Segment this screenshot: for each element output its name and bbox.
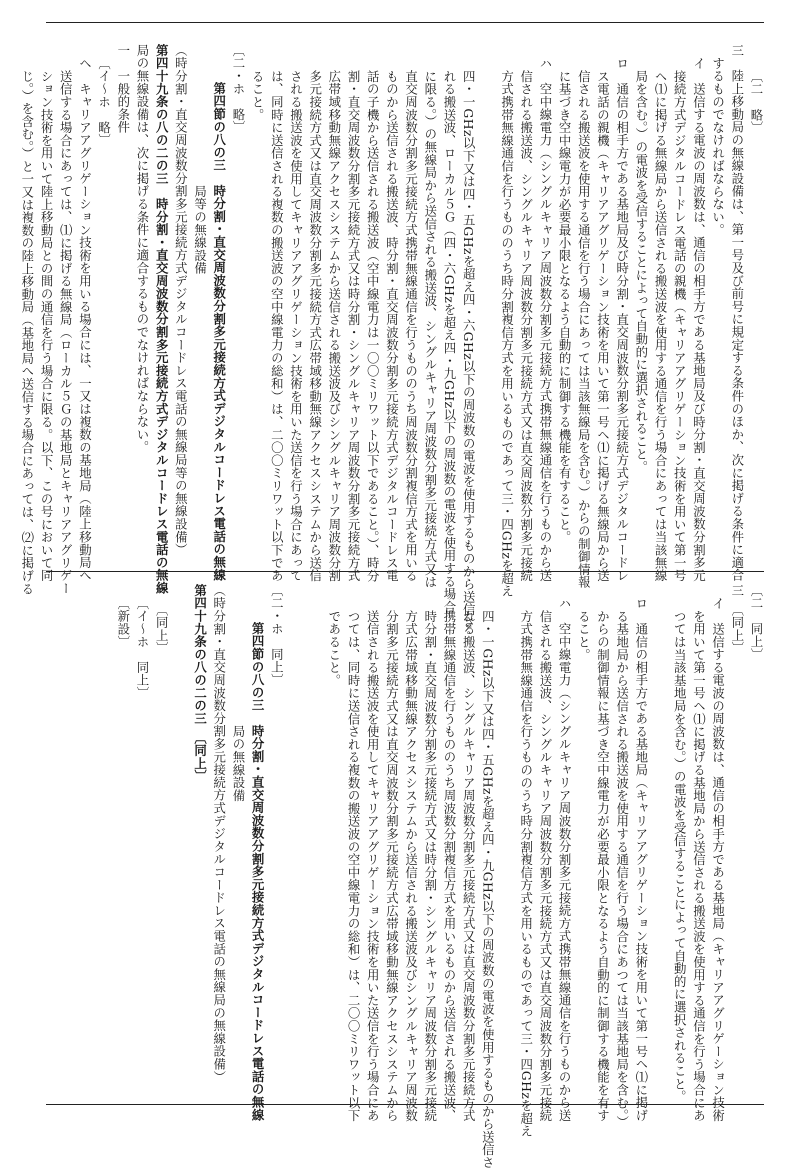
top-text-column: 第四十九条の八の二の三 時分割・直交周波数分割多元接続方式デジタルコードレス電話の無線 xyxy=(154,44,170,595)
top-text-column: するものでなければならない。 xyxy=(710,56,726,236)
middle-rule xyxy=(46,571,764,572)
top-text-column: 広帯域移動無線アクセスシステムから送信される搬送波及びシングルキャリア周波数分割 xyxy=(326,69,342,582)
bottom-text-column: 方式携帯無線通信を行うもののうち時分割複信方式を用いるものであって三・四GHzを超え xyxy=(518,609,534,1138)
top-text-column: 四・一GHz以下又は四・五GHzを超え四・六GHz以下の周波数の電波を使用するものから送信さ xyxy=(461,69,477,629)
top-text-column xyxy=(478,44,497,558)
top-rule xyxy=(46,22,764,23)
top-text-column: 直交周波数分割多元接続方式携帯無線通信を行うもののうち周波数分割複信方式を用いる xyxy=(403,69,419,582)
top-text-column: 話の子機から送信される搬送波（空中線電力は一〇〇ミリワット以下であること。）、時分 xyxy=(365,69,381,582)
top-text-column: 〔二・ホ 略〕 xyxy=(230,44,246,134)
top-text-column: 〔イ～ホ 略〕 xyxy=(96,56,112,147)
top-text-column: ロ 通信の相手方である基地局及び時分割・直交周波数分割多元接続方式デジタルコードレ xyxy=(614,56,630,582)
top-text-column: ること。 xyxy=(250,69,266,121)
bottom-text-column: 四・一GHz以下又は四・五GHzを超え四・九GHz以下の周波数の電波を使用するものから送信さ xyxy=(480,609,496,1169)
bottom-text-column: る基地局から送信される搬送波を使用する通信を行う場合にあつては当該基地局を含む。） xyxy=(614,609,630,1129)
bottom-text-column: 〔新設〕 xyxy=(115,596,131,648)
top-text-column: ション技術を用いて陸上移動局との間の通信を行う場合に限る。以下、この号において同 xyxy=(39,69,55,582)
bottom-text-column: 局の無線設備 xyxy=(230,724,246,802)
top-text-column: ス電話の親機（キャリアアグリゲーション技術を用いて第一号ヘ⑴に掲げる無線局から送 xyxy=(595,69,611,582)
bottom-text-column: であること。 xyxy=(326,609,342,687)
bottom-text-column: 携帯無線通信を行うもののうち周波数分割複信方式を用いるものから送信される搬送波、 xyxy=(442,609,457,1122)
bottom-text-column: 方式広帯域移動無線アクセスシステムから送信される搬送波及びシングルキャリア周波数 xyxy=(403,609,419,1122)
bottom-text-column: 信される搬送波、シングルキャリア周波数分割多元接続方式又は直交周波数分割多元接続 xyxy=(537,609,553,1122)
top-text-column: に基づき空中線電力が必要最小限となるよう自動的に制御する機能を有すること。 xyxy=(557,69,573,544)
bottom-text-column xyxy=(306,584,325,1089)
top-text-column: 一 一般的条件 xyxy=(115,44,131,134)
bottom-text-column: （時分割・直交周波数分割多元接続方式デジタルコードレス電話の無線局の無線設備） xyxy=(211,584,227,1084)
bottom-text-column xyxy=(286,584,305,1089)
top-text-column: （時分割・直交周波数分割多元接続方式デジタルコードレス電話の無線局等の無線設備） xyxy=(173,44,189,556)
bottom-text-column: 分割多元接続方式又は直交周波数分割多元接続方式広帯域移動無線アクセスシステムから xyxy=(384,609,400,1122)
top-text-column: 接続方式デジタルコードレス電話の親機（キャリアアグリゲーション技術を用いて第一号 xyxy=(672,69,688,582)
top-text-column: 方式携帯無線通信を行うもののうち時分割複信方式を用いるものであって三・四GHzを超え xyxy=(499,69,515,598)
bottom-text-column: 〔イ～ホ 同上〕 xyxy=(135,596,150,700)
bottom-text-column xyxy=(651,584,670,1089)
top-text-column: 局を含む。）の電波を受信することによって自動的に選択されること。 xyxy=(633,69,649,473)
bottom-text-column: れる搬送波、シングルキャリア周波数分割多元接続方式又は直交周波数分割多元接続方式 xyxy=(461,609,477,1122)
bottom-text-column xyxy=(497,584,516,1089)
bottom-text-column: を用いて第一号ヘ⑴に掲げる基地局から送信される搬送波を使用する通信を行う場合にあ xyxy=(691,609,707,1122)
top-text-column: に限る。）の無線局から送信される搬送波、シングルキャリア周波数分割多元接続方式又は xyxy=(422,69,438,589)
top-text-column: 局等の無線設備 xyxy=(192,184,208,275)
top-text-column: ヘ⑴に掲げる無線局から送信される搬送波を使用する通信を行う場合にあっては当該無線 xyxy=(653,69,669,582)
bottom-text-column xyxy=(171,584,190,1089)
top-text-column: 局の無線設備は、次に掲げる条件に適合するものでなければならない。 xyxy=(135,44,150,454)
bottom-text-column: 時分割・直交周波数分割多元接続方式又は時分割・シングルキャリア周波数分割多元接続 xyxy=(422,609,438,1122)
bottom-text-column: ハ 空中線電力（シングルキャリア周波数分割多元接続方式携帯無線通信を行うものから送 xyxy=(557,596,573,1122)
bottom-rule xyxy=(46,1104,764,1105)
bottom-text-column: つては当該基地局を含む。）の電波を受信することによって自動的に選択されること。 xyxy=(672,609,688,1103)
top-text-column: 第四節の八の三 時分割・直交周波数分割多元接続方式デジタルコードレス電話の無線 xyxy=(211,82,227,582)
top-text-column: 信される搬送波、シングルキャリア周波数分割多元接続方式又は直交周波数分割多元接続 xyxy=(518,69,534,582)
bottom-text-column: 第四節の八の三 時分割・直交周波数分割多元接続方式デジタルコードレス電話の無線 xyxy=(250,622,266,1122)
top-text-column: ものから送信される搬送波、時分割・直交周波数分割多元接続方式デジタルコードレス電 xyxy=(384,69,400,582)
top-text-column: ヘ キャリアアグリゲーション技術を用いる場合には、一又は複数の基地局（陸上移動局へ xyxy=(77,56,93,582)
bottom-text-column: からの制御情報に基づき空中線電力が必要最小限となるよう自動的に制御する機能を有す xyxy=(595,609,611,1122)
top-text-column: 三 陸上移動局の無線設備は、第一号及び前号に規定する条件のほか、次に掲げる条件に適合 xyxy=(729,44,745,582)
top-text-column: 〔二 略〕 xyxy=(749,69,764,134)
top-text-column: イ 送信する電波の周波数は、通信の相手方である基地局及び時分割・直交周波数分割多元 xyxy=(691,56,707,582)
top-text-column: じ。）を含む。）と一又は複数の陸上移動局（基地局へ送信する場合にあっては、⑵に掲げる xyxy=(19,69,35,595)
top-text-column: 信される搬送波を使用する通信を行う場合にあっては当該無線局を含む。）からの制御情報 xyxy=(576,69,592,589)
bottom-text-column: ること。 xyxy=(576,609,592,661)
top-text-column: れる搬送波、ローカル５Ｇ（四・六GHzを超え四・九GHz以下の周波数の電波を使用する場合 xyxy=(442,69,457,613)
top-text-column: 送信する場合にあっては、⑴に掲げる無線局（ローカル５Ｇの基地局とキャリアアグリゲー xyxy=(58,69,74,595)
top-text-column: ハ 空中線電力（シングルキャリア周波数分割多元接続方式携帯無線通信を行うものから送 xyxy=(537,56,553,582)
top-text-column: 多元接続方式又は直交周波数分割多元接続方式広帯域移動無線アクセスシステムから送信 xyxy=(307,69,323,582)
bottom-text-column: 〔二・ホ 同上〕 xyxy=(269,584,285,687)
current-text-section xyxy=(52,584,766,1169)
bottom-text-column: 三 〔同上〕 xyxy=(729,584,745,655)
top-text-column: 割・直交周波数分割多元接続方式又は時分割・シングルキャリア周波数分割多元接続方式 xyxy=(346,69,362,582)
bottom-text-column: イ 送信する電波の周波数は、通信の相手方である基地局（キャリアアグリゲーション技術 xyxy=(710,596,726,1122)
current-text-columns xyxy=(52,584,766,1169)
bottom-text-column: 送信される搬送波を使用してキャリアアグリゲーション技術を用いた送信を行う場合にあ xyxy=(365,609,381,1122)
bottom-text-column: 〔二 同上〕 xyxy=(749,584,764,661)
bottom-text-column: ロ 通信の相手方である基地局（キャリアアグリゲーション技術を用いて第一号ヘ⑴に掲げ xyxy=(633,596,649,1122)
bottom-text-column: つては、同時に送信される複数の搬送波の空中線電力の総和）は、二〇〇ミリワット以下 xyxy=(346,609,362,1122)
top-text-column: は、同時に送信される複数の搬送波の空中線電力の総和）は、二〇〇ミリワット以下であ xyxy=(269,69,285,582)
top-text-column: される搬送波を使用してキャリアアグリゲーション技術を用いた送信を行う場合にあって xyxy=(288,69,304,582)
bottom-text-column: 一 〔同上〕 xyxy=(154,584,170,655)
bottom-text-column: 第四十九条の八の二の三 〔同上〕 xyxy=(192,584,208,783)
